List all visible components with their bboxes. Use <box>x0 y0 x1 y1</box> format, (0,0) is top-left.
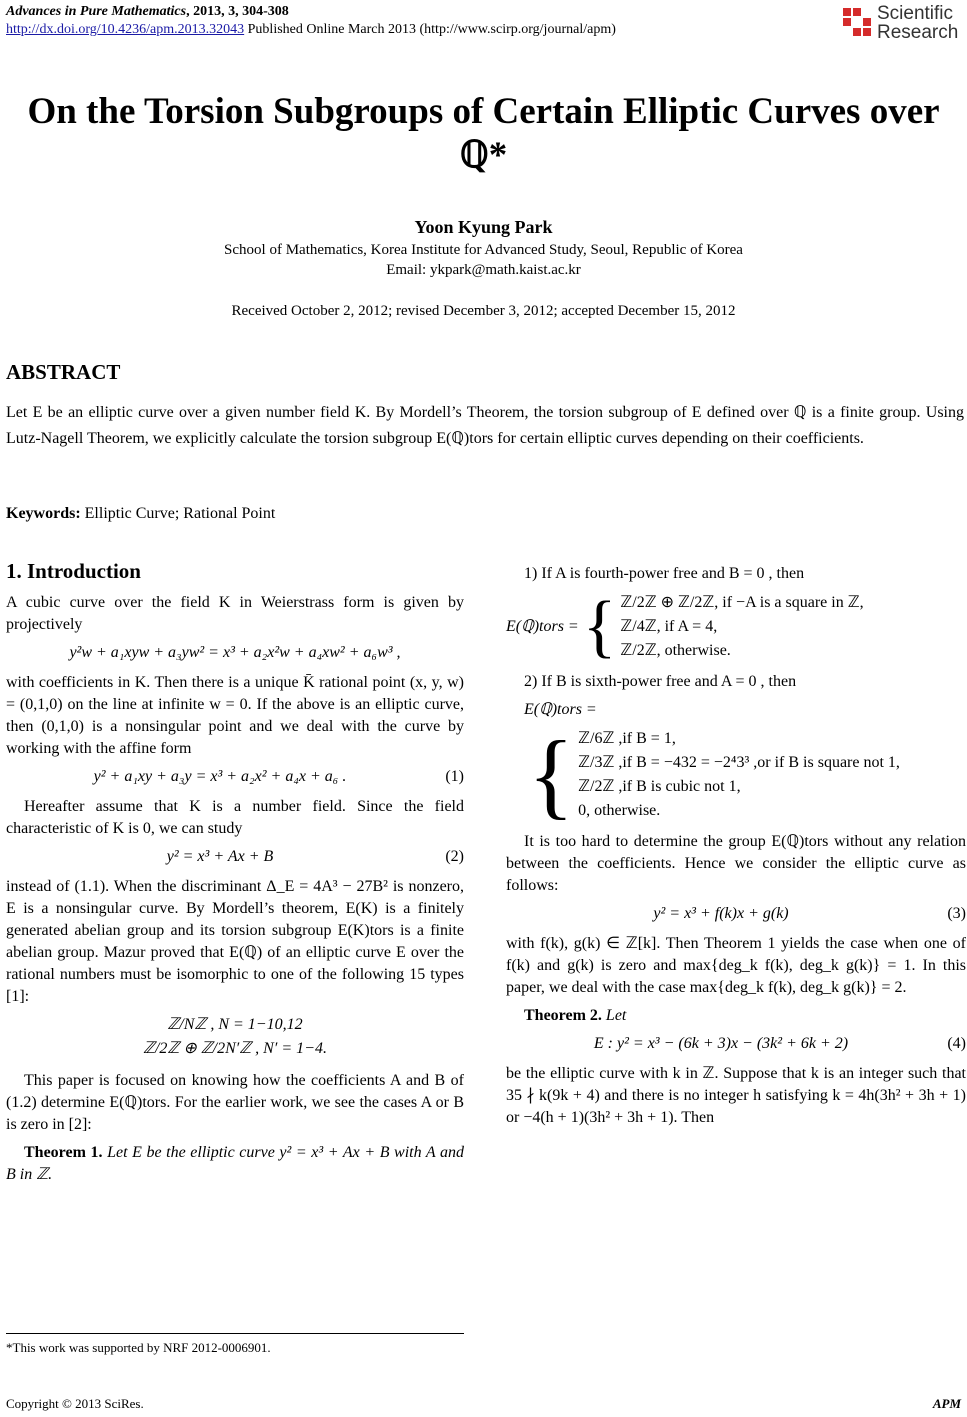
theorem-2 <box>506 1005 966 1027</box>
publisher-logo <box>841 4 961 46</box>
journal-header <box>6 4 289 20</box>
affiliation: School of Mathematics, Korea Institute for Advanced Study, Seoul, Republic of Korea <box>224 242 743 258</box>
paragraph: This paper is focused on knowing how the coefficients A and B of (1.2) determine E(ℚ)tors. For the earlier work, we see the cases A or B is zero in [2]: <box>6 1072 464 1133</box>
equation <box>6 1014 464 1036</box>
equation-body: ℤ/Nℤ , N = 1−10,12 <box>167 1016 303 1033</box>
case-lhs: E(ℚ)tors = <box>506 618 579 635</box>
theorem-text: Let E be the elliptic curve y² = x³ + Ax + B with A and B in ℤ. <box>6 1144 464 1183</box>
case-2-formula <box>524 721 966 828</box>
section-heading: 1. Introduction <box>6 559 141 583</box>
received-dates: Received October 2, 2012; revised December 3, 2012; accepted December 15, 2012 <box>231 303 736 319</box>
equation-number: (4) <box>947 1035 966 1052</box>
email: Email: ykpark@math.kaist.ac.kr <box>386 262 581 278</box>
paragraph: It is too hard to determine the group E(ℚ)tors without any relation between the coefficients. Hence we consider the elliptic curve as follows: <box>506 833 966 894</box>
brace-icon: { <box>582 588 617 665</box>
theorem-1 <box>6 1142 464 1186</box>
doi-link[interactable]: http://dx.doi.org/10.4236/apm.2013.32043 <box>6 22 245 37</box>
paragraph: be the elliptic curve with k in ℤ. Suppose that k is an integer such that 35 ∤ k(9k + 4) and there is no integer h satisfying k = 4h(3h² + 3h + 1) or −4(h + 1)(3h² + 3h + 1). Then <box>506 1065 966 1126</box>
footer-copyright: Copyright © 2013 SciRes. <box>6 1396 144 1411</box>
equation <box>6 766 464 788</box>
paragraph: with f(k), g(k) ∈ ℤ[k]. Then Theorem 1 yields the case when one of f(k) and g(k) is zero and max{deg_k f(k), deg_k g(k)} = 1. In this paper, we deal with the case max{deg_k f(k), deg_k g(k)} = 2. <box>506 935 966 996</box>
theorem-label: Theorem 1. <box>24 1144 103 1161</box>
abstract-heading: ABSTRACT <box>6 360 121 384</box>
journal-volume: , 2013, 3, 304-308 <box>186 4 289 19</box>
case-1-intro: 1) If A is fourth-power free and B = 0 , then <box>524 565 805 582</box>
case-row: ℤ/6ℤ ,if B = 1, <box>578 730 676 747</box>
case-row: ℤ/2ℤ ,if B is cubic not 1, <box>578 778 741 795</box>
logo-text-top: Scientific <box>877 3 954 24</box>
journal-name: Advances in Pure Mathematics <box>6 4 187 19</box>
theorem-label: Theorem 2. <box>524 1007 602 1024</box>
equation-body: y² = x³ + Ax + B <box>166 848 274 865</box>
keywords <box>6 505 275 523</box>
case-row: ℤ/2ℤ, otherwise. <box>620 642 731 659</box>
equation-number: (3) <box>947 905 966 922</box>
paragraph: A cubic curve over the field K in Weierstrass form is given by projectively <box>6 594 464 633</box>
footnote-divider <box>6 1333 464 1334</box>
footnote: *This work was supported by NRF 2012-0006901. <box>6 1340 271 1355</box>
published-note: Published Online March 2013 (http://www.scirp.org/journal/apm) <box>244 22 616 37</box>
case-row: 0, otherwise. <box>578 802 661 819</box>
equation-number: (1) <box>445 768 464 785</box>
brace-icon: { <box>528 721 575 828</box>
logo-mark-icon <box>841 6 873 42</box>
keywords-label: Keywords: <box>6 505 81 522</box>
case-row: ℤ/2ℤ ⊕ ℤ/2ℤ, if −A is a square in ℤ, <box>620 594 864 611</box>
case-2-intro: 2) If B is sixth-power free and A = 0 , then <box>524 673 797 690</box>
left-column <box>6 560 464 1192</box>
doi-line <box>6 22 616 38</box>
paragraph: instead of (1.1). When the discriminant Δ_E = 4A³ − 27B² is nonzero, E is a nonsingular curve. By Mordell’s theorem, E(K) is a finitely generated abelian group and its torsion subgroup E(K)tors is a finite abelian group. Mazur proved that E(ℚ) of an elliptic curve E over the rational numbers must be isomorphic to one of the following 15 types [1]: <box>6 878 464 1005</box>
case-1-formula <box>506 588 966 665</box>
author: Yoon Kyung Park <box>414 217 553 237</box>
paper-title: On the Torsion Subgroups of Certain Elliptic Curves over ℚ* <box>27 91 940 176</box>
equation-body: y² = x³ + f(k)x + g(k) <box>653 905 789 922</box>
footer-journal: APM <box>932 1396 961 1411</box>
paragraph: with coefficients in K. Then there is a unique K̄ rational point (x, y, w) = (0,1,0) on the line at infinite w = 0. If the above is an elliptic curve, then (0,1,0) is a nonsingular point and we deal with the curve by working with the affine form <box>6 674 464 757</box>
equation-body: y² + a₁xy + a₃y = x³ + a₂x² + a₄x + a₆ . <box>93 768 347 785</box>
paragraph: Hereafter assume that K is a number field. Since the field characteristic of K is 0, we can study <box>6 798 464 837</box>
equation <box>6 642 464 664</box>
keywords-list: Elliptic Curve; Rational Point <box>80 505 276 522</box>
equation <box>506 903 966 925</box>
equation-body: E : y² = x³ − (6k + 3)x − (3k² + 6k + 2) <box>593 1035 849 1052</box>
case-row: ℤ/3ℤ ,if B = −432 = −2⁴3³ ,or if B is square not 1, <box>578 754 900 771</box>
equation <box>506 1033 966 1055</box>
equation <box>6 1038 464 1060</box>
case-lhs: E(ℚ)tors = <box>524 701 597 718</box>
right-column <box>506 563 966 1135</box>
logo-text-bottom: Research <box>877 22 959 43</box>
equation-body: y²w + a₁xyw + a₃yw² = x³ + a₂x²w + a₄xw² + a₆w³ , <box>69 644 401 661</box>
equation-number: (2) <box>445 848 464 865</box>
case-row: ℤ/4ℤ, if A = 4, <box>620 618 718 635</box>
theorem-text: Let <box>601 1007 627 1024</box>
abstract-text: Let E be an elliptic curve over a given number field K. By Mordell’s Theorem, the torsion subgroup of E defined over ℚ is a finite group. Using Lutz-Nagell Theorem, we explicitly calculate the torsion subgroup E(ℚ)tors for certain elliptic curves depending on their coefficients. <box>6 404 964 447</box>
equation <box>6 846 464 868</box>
equation-body: ℤ/2ℤ ⊕ ℤ/2N′ℤ , N′ = 1−4. <box>143 1040 327 1057</box>
